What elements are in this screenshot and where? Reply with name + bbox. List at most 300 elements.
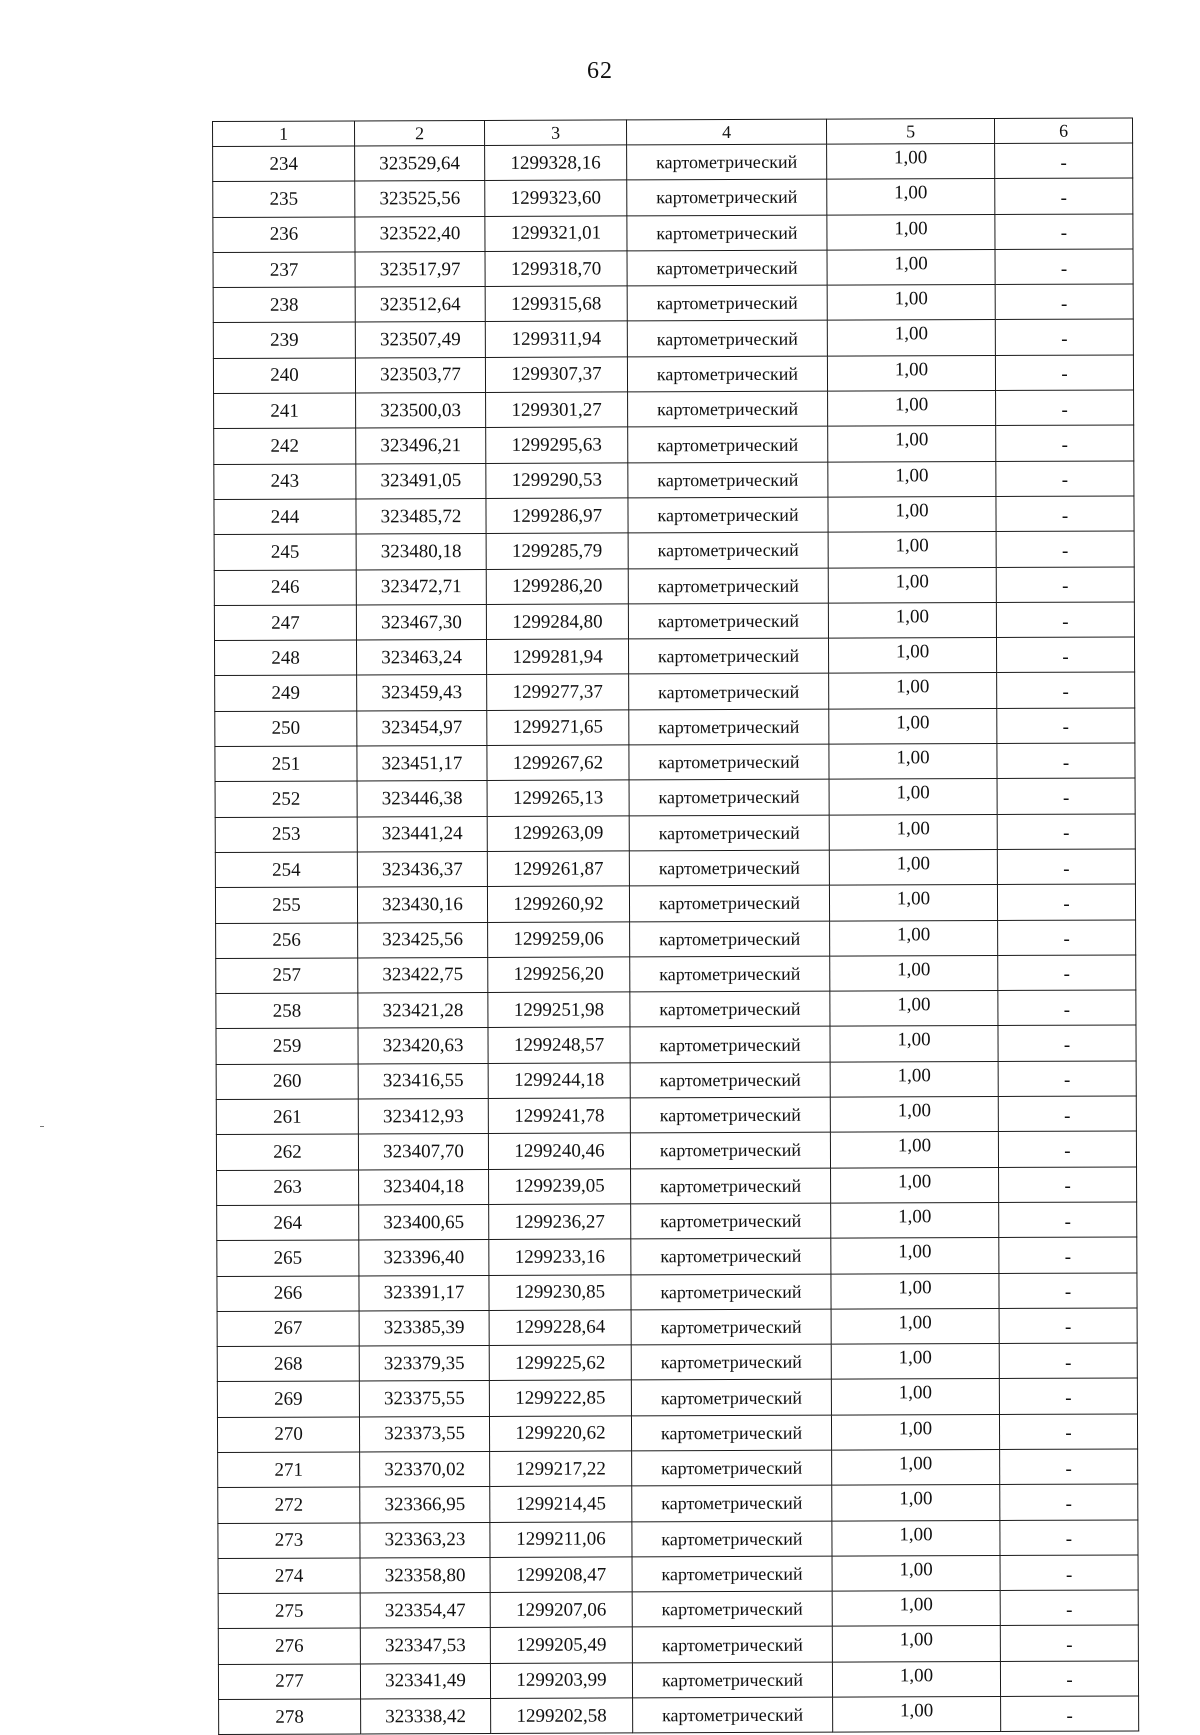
table-row bbox=[217, 1414, 1137, 1453]
accuracy-cell: 1,00 bbox=[832, 1591, 1000, 1627]
method-cell: картометрический bbox=[631, 1309, 831, 1345]
point-number-cell: 236 bbox=[213, 217, 355, 253]
point-number-cell: 251 bbox=[215, 746, 357, 782]
point-number-cell: 260 bbox=[216, 1064, 358, 1100]
point-number-cell: 264 bbox=[217, 1205, 359, 1241]
accuracy-cell: 1,00 bbox=[829, 849, 997, 885]
accuracy-cell: 1,00 bbox=[830, 1097, 998, 1133]
accuracy-cell: 1,00 bbox=[828, 391, 996, 427]
note-cell: - bbox=[999, 1167, 1137, 1203]
x-coordinate-cell: 323373,55 bbox=[359, 1416, 489, 1452]
x-coordinate-cell: 323472,71 bbox=[356, 569, 486, 605]
method-cell: картометрический bbox=[629, 850, 829, 886]
x-coordinate-cell: 323529,64 bbox=[355, 145, 485, 181]
accuracy-cell: 1,00 bbox=[831, 1308, 999, 1344]
note-cell: - bbox=[999, 1272, 1137, 1308]
table-row bbox=[217, 1237, 1137, 1276]
table-row bbox=[218, 1484, 1138, 1523]
note-cell: - bbox=[996, 496, 1134, 532]
method-cell: картометрический bbox=[630, 1062, 830, 1098]
method-cell: картометрический bbox=[628, 391, 828, 427]
method-cell: картометрический bbox=[629, 779, 829, 815]
y-coordinate-cell: 1299208,47 bbox=[490, 1557, 632, 1593]
x-coordinate-cell: 323407,70 bbox=[358, 1134, 488, 1170]
accuracy-cell: 1,00 bbox=[830, 991, 998, 1027]
method-cell: картометрический bbox=[631, 1344, 831, 1380]
method-cell: картометрический bbox=[631, 1274, 831, 1310]
method-cell: картометрический bbox=[632, 1450, 832, 1486]
method-cell: картометрический bbox=[632, 1485, 832, 1521]
note-cell: - bbox=[1000, 1520, 1138, 1556]
y-coordinate-cell: 1299214,45 bbox=[490, 1486, 632, 1522]
accuracy-cell: 1,00 bbox=[828, 602, 996, 638]
method-cell: картометрический bbox=[630, 956, 830, 992]
method-cell: картометрический bbox=[629, 674, 829, 710]
accuracy-cell: 1,00 bbox=[831, 1344, 999, 1380]
accuracy-cell: 1,00 bbox=[827, 320, 995, 356]
note-cell: - bbox=[998, 1131, 1136, 1167]
note-cell: - bbox=[997, 814, 1135, 850]
point-number-cell: 250 bbox=[215, 711, 357, 747]
table-row bbox=[215, 849, 1135, 888]
method-cell: картометрический bbox=[633, 1697, 833, 1733]
point-number-cell: 235 bbox=[213, 181, 355, 217]
point-number-cell: 277 bbox=[218, 1664, 360, 1700]
y-coordinate-cell: 1299251,98 bbox=[488, 992, 630, 1028]
accuracy-cell: 1,00 bbox=[830, 1132, 998, 1168]
method-cell: картометрический bbox=[628, 532, 828, 568]
y-coordinate-cell: 1299286,20 bbox=[486, 568, 628, 604]
note-cell: - bbox=[997, 884, 1135, 920]
note-cell: - bbox=[997, 708, 1135, 744]
note-cell: - bbox=[998, 955, 1136, 991]
point-number-cell: 249 bbox=[215, 675, 357, 711]
y-coordinate-cell: 1299228,64 bbox=[489, 1310, 631, 1346]
table-row bbox=[214, 496, 1134, 535]
method-cell: картометрический bbox=[627, 179, 827, 215]
method-cell: картометрический bbox=[630, 1027, 830, 1063]
table-row bbox=[214, 390, 1134, 429]
point-number-cell: 255 bbox=[215, 887, 357, 923]
note-cell: - bbox=[1001, 1696, 1139, 1732]
accuracy-cell: 1,00 bbox=[827, 214, 995, 250]
y-coordinate-cell: 1299261,87 bbox=[487, 851, 629, 887]
y-coordinate-cell: 1299225,62 bbox=[489, 1345, 631, 1381]
x-coordinate-cell: 323391,17 bbox=[359, 1275, 489, 1311]
note-cell: - bbox=[997, 778, 1135, 814]
method-cell: картометрический bbox=[628, 497, 828, 533]
table-row bbox=[216, 1096, 1136, 1135]
note-cell: - bbox=[1000, 1484, 1138, 1520]
note-cell: - bbox=[997, 672, 1135, 708]
point-number-cell: 269 bbox=[217, 1381, 359, 1417]
y-coordinate-cell: 1299263,09 bbox=[487, 816, 629, 852]
y-coordinate-cell: 1299301,27 bbox=[486, 392, 628, 428]
note-cell: - bbox=[996, 567, 1134, 603]
note-cell: - bbox=[995, 319, 1133, 355]
method-cell: картометрический bbox=[632, 1591, 832, 1627]
point-number-cell: 270 bbox=[217, 1417, 359, 1453]
x-coordinate-cell: 323512,64 bbox=[355, 287, 485, 323]
table-row bbox=[219, 1696, 1139, 1735]
note-cell: - bbox=[998, 1096, 1136, 1132]
y-coordinate-cell: 1299285,79 bbox=[486, 533, 628, 569]
table-row bbox=[217, 1308, 1137, 1347]
method-cell: картометрический bbox=[632, 1662, 832, 1698]
x-coordinate-cell: 323385,39 bbox=[359, 1310, 489, 1346]
method-cell: картометрический bbox=[627, 356, 827, 392]
method-cell: картометрический bbox=[628, 568, 828, 604]
table-row bbox=[213, 143, 1133, 182]
y-coordinate-cell: 1299220,62 bbox=[489, 1416, 631, 1452]
table-body bbox=[213, 143, 1139, 1735]
table-row bbox=[217, 1202, 1137, 1241]
point-number-cell: 276 bbox=[218, 1628, 360, 1664]
method-cell: картометрический bbox=[629, 885, 829, 921]
x-coordinate-cell: 323347,53 bbox=[360, 1628, 490, 1664]
scan-artifact bbox=[40, 1126, 44, 1127]
accuracy-cell: 1,00 bbox=[832, 1449, 1000, 1485]
y-coordinate-cell: 1299307,37 bbox=[485, 357, 627, 393]
note-cell: - bbox=[999, 1237, 1137, 1273]
method-cell: картометрический bbox=[628, 462, 828, 498]
table-row bbox=[216, 1131, 1136, 1170]
method-cell: картометрический bbox=[630, 921, 830, 957]
header-col-4: 4 bbox=[626, 119, 826, 145]
point-number-cell: 246 bbox=[214, 570, 356, 606]
point-number-cell: 274 bbox=[218, 1558, 360, 1594]
point-number-cell: 267 bbox=[217, 1311, 359, 1347]
method-cell: картометрический bbox=[627, 250, 827, 286]
accuracy-cell: 1,00 bbox=[831, 1273, 999, 1309]
accuracy-cell: 1,00 bbox=[830, 1061, 998, 1097]
accuracy-cell: 1,00 bbox=[828, 567, 996, 603]
point-number-cell: 253 bbox=[215, 817, 357, 853]
method-cell: картометрический bbox=[631, 1238, 831, 1274]
method-cell: картометрический bbox=[632, 1627, 832, 1663]
note-cell: - bbox=[1000, 1625, 1138, 1661]
x-coordinate-cell: 323500,03 bbox=[356, 393, 486, 429]
accuracy-cell: 1,00 bbox=[829, 885, 997, 921]
table-row bbox=[213, 319, 1133, 358]
y-coordinate-cell: 1299290,53 bbox=[486, 463, 628, 499]
method-cell: картометрический bbox=[627, 285, 827, 321]
accuracy-cell: 1,00 bbox=[829, 744, 997, 780]
x-coordinate-cell: 323454,97 bbox=[357, 710, 487, 746]
method-cell: картометрический bbox=[628, 638, 828, 674]
accuracy-cell: 1,00 bbox=[830, 920, 998, 956]
y-coordinate-cell: 1299217,22 bbox=[490, 1451, 632, 1487]
table-row bbox=[218, 1555, 1138, 1594]
note-cell: - bbox=[998, 919, 1136, 955]
point-number-cell: 245 bbox=[214, 534, 356, 570]
point-number-cell: 247 bbox=[214, 605, 356, 641]
y-coordinate-cell: 1299240,46 bbox=[488, 1133, 630, 1169]
x-coordinate-cell: 323507,49 bbox=[355, 322, 485, 358]
y-coordinate-cell: 1299241,78 bbox=[488, 1098, 630, 1134]
table-row bbox=[215, 672, 1135, 711]
note-cell: - bbox=[1000, 1449, 1138, 1485]
y-coordinate-cell: 1299248,57 bbox=[488, 1027, 630, 1063]
header-col-5: 5 bbox=[826, 118, 994, 144]
y-coordinate-cell: 1299295,63 bbox=[486, 427, 628, 463]
y-coordinate-cell: 1299222,85 bbox=[489, 1380, 631, 1416]
point-number-cell: 266 bbox=[217, 1275, 359, 1311]
table-row bbox=[213, 284, 1133, 323]
table-row bbox=[214, 637, 1134, 676]
x-coordinate-cell: 323441,24 bbox=[357, 816, 487, 852]
point-number-cell: 268 bbox=[217, 1346, 359, 1382]
method-cell: картометрический bbox=[629, 744, 829, 780]
y-coordinate-cell: 1299239,05 bbox=[489, 1169, 631, 1205]
method-cell: картометрический bbox=[627, 321, 827, 357]
method-cell: картометрический bbox=[631, 1415, 831, 1451]
table-row bbox=[214, 461, 1134, 500]
table-row bbox=[214, 602, 1134, 641]
method-cell: картометрический bbox=[628, 603, 828, 639]
method-cell: картометрический bbox=[630, 1097, 830, 1133]
y-coordinate-cell: 1299207,06 bbox=[490, 1592, 632, 1628]
note-cell: - bbox=[996, 425, 1134, 461]
method-cell: картометрический bbox=[629, 709, 829, 745]
accuracy-cell: 1,00 bbox=[830, 955, 998, 991]
method-cell: картометрический bbox=[628, 427, 828, 463]
note-cell: - bbox=[997, 743, 1135, 779]
x-coordinate-cell: 323485,72 bbox=[356, 498, 486, 534]
x-coordinate-cell: 323425,56 bbox=[358, 922, 488, 958]
note-cell: - bbox=[996, 461, 1134, 497]
y-coordinate-cell: 1299318,70 bbox=[485, 251, 627, 287]
point-number-cell: 241 bbox=[214, 393, 356, 429]
table-row bbox=[214, 567, 1134, 606]
note-cell: - bbox=[998, 1061, 1136, 1097]
table-row bbox=[218, 1625, 1138, 1664]
table-row bbox=[216, 1025, 1136, 1064]
point-number-cell: 244 bbox=[214, 499, 356, 535]
x-coordinate-cell: 323375,55 bbox=[359, 1381, 489, 1417]
note-cell: - bbox=[999, 1414, 1137, 1450]
accuracy-cell: 1,00 bbox=[827, 249, 995, 285]
x-coordinate-cell: 323436,37 bbox=[357, 851, 487, 887]
x-coordinate-cell: 323338,42 bbox=[361, 1699, 491, 1735]
accuracy-cell: 1,00 bbox=[830, 1026, 998, 1062]
accuracy-cell: 1,00 bbox=[827, 355, 995, 391]
y-coordinate-cell: 1299230,85 bbox=[489, 1274, 631, 1310]
x-coordinate-cell: 323525,56 bbox=[355, 181, 485, 217]
table-row bbox=[217, 1272, 1137, 1311]
point-number-cell: 258 bbox=[216, 993, 358, 1029]
y-coordinate-cell: 1299211,06 bbox=[490, 1521, 632, 1557]
point-number-cell: 239 bbox=[213, 322, 355, 358]
note-cell: - bbox=[999, 1343, 1137, 1379]
x-coordinate-cell: 323430,16 bbox=[357, 887, 487, 923]
note-cell: - bbox=[995, 143, 1133, 179]
table-row bbox=[215, 778, 1135, 817]
header-col-2: 2 bbox=[355, 120, 485, 145]
table-row bbox=[213, 214, 1133, 253]
x-coordinate-cell: 323341,49 bbox=[360, 1663, 490, 1699]
y-coordinate-cell: 1299315,68 bbox=[485, 286, 627, 322]
y-coordinate-cell: 1299267,62 bbox=[487, 745, 629, 781]
table-row bbox=[214, 425, 1134, 464]
point-number-cell: 254 bbox=[215, 852, 357, 888]
x-coordinate-cell: 323480,18 bbox=[356, 534, 486, 570]
x-coordinate-cell: 323503,77 bbox=[355, 357, 485, 393]
note-cell: - bbox=[999, 1378, 1137, 1414]
method-cell: картометрический bbox=[627, 144, 827, 180]
note-cell: - bbox=[1000, 1590, 1138, 1626]
y-coordinate-cell: 1299233,16 bbox=[489, 1239, 631, 1275]
x-coordinate-cell: 323467,30 bbox=[356, 604, 486, 640]
x-coordinate-cell: 323459,43 bbox=[357, 675, 487, 711]
note-cell: - bbox=[997, 849, 1135, 885]
accuracy-cell: 1,00 bbox=[828, 426, 996, 462]
accuracy-cell: 1,00 bbox=[832, 1661, 1000, 1697]
header-row bbox=[213, 118, 1133, 147]
header-col-3: 3 bbox=[484, 120, 626, 146]
accuracy-cell: 1,00 bbox=[832, 1626, 1000, 1662]
accuracy-cell: 1,00 bbox=[831, 1238, 999, 1274]
note-cell: - bbox=[995, 355, 1133, 391]
method-cell: картометрический bbox=[631, 1168, 831, 1204]
table-row bbox=[217, 1343, 1137, 1382]
accuracy-cell: 1,00 bbox=[828, 496, 996, 532]
point-number-cell: 271 bbox=[218, 1452, 360, 1488]
method-cell: картометрический bbox=[630, 1132, 830, 1168]
table-header bbox=[213, 118, 1133, 147]
point-number-cell: 272 bbox=[218, 1487, 360, 1523]
y-coordinate-cell: 1299277,37 bbox=[487, 674, 629, 710]
y-coordinate-cell: 1299256,20 bbox=[488, 957, 630, 993]
note-cell: - bbox=[1000, 1661, 1138, 1697]
note-cell: - bbox=[996, 602, 1134, 638]
point-number-cell: 265 bbox=[217, 1240, 359, 1276]
table-row bbox=[213, 355, 1133, 394]
accuracy-cell: 1,00 bbox=[832, 1520, 1000, 1556]
x-coordinate-cell: 323463,24 bbox=[356, 640, 486, 676]
method-cell: картометрический bbox=[627, 215, 827, 251]
point-number-cell: 256 bbox=[216, 922, 358, 958]
point-number-cell: 257 bbox=[216, 958, 358, 994]
table-row bbox=[217, 1378, 1137, 1417]
accuracy-cell: 1,00 bbox=[831, 1414, 999, 1450]
table-row bbox=[213, 249, 1133, 288]
method-cell: картометрический bbox=[631, 1380, 831, 1416]
coordinates-table-wrapper bbox=[212, 117, 1138, 1735]
accuracy-cell: 1,00 bbox=[831, 1379, 999, 1415]
accuracy-cell: 1,00 bbox=[832, 1555, 1000, 1591]
point-number-cell: 262 bbox=[216, 1134, 358, 1170]
point-number-cell: 234 bbox=[213, 146, 355, 182]
y-coordinate-cell: 1299284,80 bbox=[486, 604, 628, 640]
point-number-cell: 252 bbox=[215, 781, 357, 817]
note-cell: - bbox=[996, 390, 1134, 426]
accuracy-cell: 1,00 bbox=[829, 708, 997, 744]
point-number-cell: 261 bbox=[216, 1099, 358, 1135]
x-coordinate-cell: 323420,63 bbox=[358, 1028, 488, 1064]
point-number-cell: 273 bbox=[218, 1523, 360, 1559]
table-row bbox=[215, 814, 1135, 853]
x-coordinate-cell: 323358,80 bbox=[360, 1557, 490, 1593]
point-number-cell: 263 bbox=[217, 1170, 359, 1206]
table-row bbox=[216, 1061, 1136, 1100]
note-cell: - bbox=[1000, 1555, 1138, 1591]
x-coordinate-cell: 323354,47 bbox=[360, 1593, 490, 1629]
accuracy-cell: 1,00 bbox=[829, 779, 997, 815]
note-cell: - bbox=[995, 249, 1133, 285]
x-coordinate-cell: 323451,17 bbox=[357, 745, 487, 781]
table-row bbox=[216, 919, 1136, 958]
x-coordinate-cell: 323370,02 bbox=[360, 1451, 490, 1487]
x-coordinate-cell: 323366,95 bbox=[360, 1487, 490, 1523]
y-coordinate-cell: 1299236,27 bbox=[489, 1204, 631, 1240]
method-cell: картометрический bbox=[632, 1556, 832, 1592]
table-row bbox=[214, 531, 1134, 570]
y-coordinate-cell: 1299321,01 bbox=[485, 216, 627, 252]
x-coordinate-cell: 323517,97 bbox=[355, 251, 485, 287]
method-cell: картометрический bbox=[630, 991, 830, 1027]
y-coordinate-cell: 1299323,60 bbox=[485, 180, 627, 216]
x-coordinate-cell: 323422,75 bbox=[358, 957, 488, 993]
x-coordinate-cell: 323379,35 bbox=[359, 1346, 489, 1382]
point-number-cell: 237 bbox=[213, 252, 355, 288]
y-coordinate-cell: 1299271,65 bbox=[487, 710, 629, 746]
point-number-cell: 275 bbox=[218, 1593, 360, 1629]
table-row bbox=[218, 1520, 1138, 1559]
point-number-cell: 242 bbox=[214, 428, 356, 464]
y-coordinate-cell: 1299286,97 bbox=[486, 498, 628, 534]
y-coordinate-cell: 1299202,58 bbox=[491, 1698, 633, 1734]
point-number-cell: 259 bbox=[216, 1028, 358, 1064]
method-cell: картометрический bbox=[631, 1203, 831, 1239]
header-col-6: 6 bbox=[994, 118, 1132, 144]
y-coordinate-cell: 1299328,16 bbox=[485, 145, 627, 181]
page-number: 62 bbox=[587, 58, 613, 84]
y-coordinate-cell: 1299244,18 bbox=[488, 1063, 630, 1099]
x-coordinate-cell: 323404,18 bbox=[359, 1169, 489, 1205]
accuracy-cell: 1,00 bbox=[832, 1485, 1000, 1521]
table-row bbox=[215, 708, 1135, 747]
y-coordinate-cell: 1299311,94 bbox=[485, 321, 627, 357]
y-coordinate-cell: 1299281,94 bbox=[486, 639, 628, 675]
accuracy-cell: 1,00 bbox=[831, 1167, 999, 1203]
table-row bbox=[216, 990, 1136, 1029]
y-coordinate-cell: 1299205,49 bbox=[490, 1627, 632, 1663]
y-coordinate-cell: 1299265,13 bbox=[487, 780, 629, 816]
accuracy-cell: 1,00 bbox=[831, 1202, 999, 1238]
y-coordinate-cell: 1299260,92 bbox=[487, 886, 629, 922]
point-number-cell: 243 bbox=[214, 464, 356, 500]
x-coordinate-cell: 323496,21 bbox=[356, 428, 486, 464]
table-row bbox=[215, 884, 1135, 923]
point-number-cell: 248 bbox=[214, 640, 356, 676]
accuracy-cell: 1,00 bbox=[829, 673, 997, 709]
x-coordinate-cell: 323446,38 bbox=[357, 781, 487, 817]
x-coordinate-cell: 323491,05 bbox=[356, 463, 486, 499]
method-cell: картометрический bbox=[632, 1521, 832, 1557]
coordinates-table bbox=[212, 117, 1139, 1735]
x-coordinate-cell: 323421,28 bbox=[358, 993, 488, 1029]
table-row bbox=[217, 1167, 1137, 1206]
table-row bbox=[218, 1590, 1138, 1629]
accuracy-cell: 1,00 bbox=[827, 179, 995, 215]
x-coordinate-cell: 323416,55 bbox=[358, 1063, 488, 1099]
method-cell: картометрический bbox=[629, 815, 829, 851]
point-number-cell: 278 bbox=[219, 1699, 361, 1735]
accuracy-cell: 1,00 bbox=[833, 1697, 1001, 1733]
table-row bbox=[213, 178, 1133, 217]
note-cell: - bbox=[995, 214, 1133, 250]
